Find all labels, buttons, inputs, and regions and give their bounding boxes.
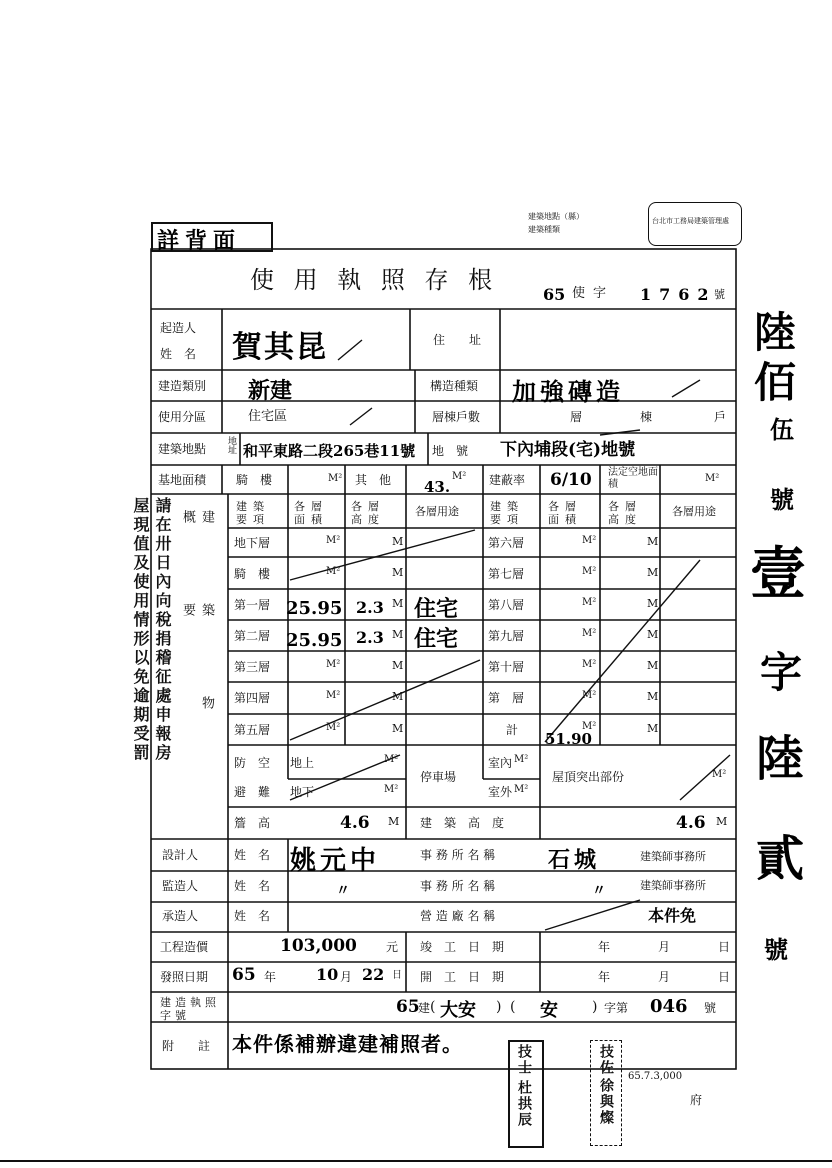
u-m-r5: M (647, 690, 659, 703)
row-left-6: 第五層 (234, 723, 271, 737)
year-char-s: 年 (598, 970, 611, 984)
license-number: 1762 (640, 285, 717, 304)
col-area-r: 各層面積 (548, 500, 582, 526)
label-arcade: 騎 樓 (236, 473, 273, 487)
label-builder: 起造人 (160, 321, 197, 335)
label-evacuation: 避 難 (234, 785, 271, 799)
row-right-1: 第七層 (488, 567, 525, 581)
cost: 103,000 (280, 936, 357, 956)
notes-text: 本件係補辦違建補照者。 (232, 1032, 463, 1056)
u-m2-below: M² (384, 784, 399, 795)
right-char-7: 貳 (756, 831, 805, 887)
paren-open-2: ( (510, 999, 516, 1015)
label-cost: 工程造價 (160, 940, 209, 954)
u-m2-outdoor: M² (514, 784, 529, 795)
u-m-l3: M (392, 628, 404, 641)
label-supervisor-name: 姓 名 (234, 879, 271, 893)
contractor-firm: 本件免 (648, 906, 697, 925)
bottom-stamp-date: 65.7.3,000 (628, 1071, 683, 1082)
row-right-4: 第十層 (488, 660, 525, 674)
u-m-l5: M (392, 690, 404, 703)
license-type: 使 (572, 286, 586, 301)
f2-height: 2.3 (356, 628, 384, 647)
label-contractor-name: 姓 名 (234, 909, 271, 923)
label-supervisor-office: 事 務 所 名 稱 (420, 879, 496, 893)
label-civil-defense: 防 空 (234, 756, 271, 770)
label-site-area: 基地面積 (158, 473, 207, 487)
label-zoning: 使用分區 (158, 410, 207, 424)
tech-label: 技士 (516, 1044, 532, 1076)
col-item-l: 建築要項 (236, 500, 270, 526)
label-coverage: 建蔽率 (489, 473, 526, 487)
stamp-left-line2: 建築種類 (528, 225, 560, 234)
site-m2-3: M² (705, 473, 720, 484)
permit-zi-di: 字第 (604, 1001, 629, 1015)
other-area: 43. (424, 478, 451, 496)
floor-unit-c: 戶 (714, 410, 727, 424)
side-note-col1: 請在卅日內向稅捐稽征處申報房 (153, 497, 172, 763)
label-building-height: 建 築 高 度 (420, 816, 505, 830)
f2-area: 25.95 (286, 630, 343, 651)
label-firm: 營 造 廠 名 稱 (420, 909, 496, 923)
u-m-eaves: M (388, 815, 400, 828)
label-supervisor: 監造人 (162, 879, 199, 893)
u-m-l4: M (392, 659, 404, 672)
u-m2-l4: M² (326, 659, 341, 670)
label-floors-units: 層棟戶數 (432, 410, 481, 424)
label-contractor: 承造人 (162, 909, 199, 923)
inspector-label: 技佐 (598, 1044, 614, 1076)
month-char-c: 月 (658, 940, 671, 954)
building-type: 新建 (248, 378, 293, 404)
u-m2-r4: M² (582, 659, 597, 670)
u-m-l1: M (392, 566, 404, 579)
f1-area: 25.95 (286, 598, 343, 619)
label-designer-name: 姓 名 (234, 848, 271, 862)
permit-number: 046 (650, 996, 688, 1017)
eaves-height: 4.6 (340, 813, 370, 833)
permit-char: 安 (540, 1000, 558, 1021)
day-char-s: 日 (718, 970, 731, 984)
permit-district: 大安 (440, 1000, 476, 1021)
label-issue: 發照日期 (160, 970, 209, 984)
zoning: 住宅區 (248, 409, 288, 424)
bottom-stamp-chars: 府 (690, 1093, 703, 1107)
u-m-r3: M (647, 628, 659, 641)
outline-vertical-label: 建 築 物 概 要 (180, 510, 214, 748)
label-roof-protrusion: 屋頂突出部份 (552, 770, 625, 784)
site-m2-1: M² (328, 473, 343, 484)
license-year: 65 (543, 285, 566, 304)
label-address: 住 址 (433, 333, 482, 347)
right-char-0: 陸 (754, 308, 797, 357)
u-m2-r0: M² (582, 535, 597, 546)
right-char-1: 佰 (754, 358, 797, 407)
floor-unit-b: 棟 (640, 410, 653, 424)
label-below: 地下 (290, 785, 315, 799)
label-architect-office-1: 建築師事務所 (640, 850, 706, 863)
permit-jian: 建 (418, 1001, 431, 1015)
designer-office: 石城 (548, 847, 601, 873)
row-left-1: 騎 樓 (234, 567, 271, 581)
col-height-r: 各層高度 (608, 500, 642, 526)
u-m-bh: M (716, 815, 728, 828)
label-legal-open: 法定空地面積 (608, 467, 658, 490)
u-m2-r6: M² (582, 721, 597, 732)
paren-close-2: ) (592, 999, 598, 1015)
lot-number: 下內埔段(宅)地號 (500, 440, 636, 460)
day-char-c: 日 (718, 940, 731, 954)
u-m-l2: M (392, 597, 404, 610)
u-m-l6: M (392, 722, 404, 735)
label-parking: 停車場 (420, 770, 457, 784)
builder-name: 賀其昆 (232, 330, 328, 365)
label-architect-office-2: 建築師事務所 (640, 879, 706, 892)
label-above: 地上 (290, 756, 315, 770)
side-note-col2: 屋現值及使用情形以免逾期受罰 (131, 497, 150, 763)
label-outdoor: 室外 (488, 785, 513, 799)
label-notes: 附 註 (162, 1039, 211, 1053)
label-designer: 設計人 (162, 848, 199, 862)
year-char-i: 年 (264, 970, 277, 984)
issue-day: 22 (362, 965, 385, 984)
stamp-right-text: 台北市工務局建築管理處 (652, 217, 729, 225)
row-right-6: 計 (506, 723, 519, 737)
u-m-r0: M (647, 535, 659, 548)
label-lot: 地 號 (432, 444, 469, 458)
row-right-5: 第 層 (488, 691, 525, 705)
f1-use: 住宅 (414, 596, 459, 622)
issue-year: 65 (232, 965, 256, 985)
right-char-8: 號 (764, 935, 788, 964)
u-m2-r5: M² (582, 690, 597, 701)
col-item-r: 建築要項 (490, 500, 524, 526)
col-area-l: 各層面積 (294, 500, 328, 526)
right-char-6: 陸 (756, 731, 805, 787)
u-m-r4: M (647, 659, 659, 672)
permit-year: 65 (396, 997, 420, 1017)
paren-open-1: ( (430, 999, 436, 1015)
u-m-r6: M (647, 722, 659, 735)
site-m2-2: M² (452, 471, 467, 482)
label-indoor: 室內 (488, 756, 513, 770)
col-use-l: 各層用途 (415, 505, 459, 518)
label-other: 其 他 (355, 473, 392, 487)
u-m2-l1: M² (326, 566, 341, 577)
u-m2-indoor: M² (514, 754, 529, 765)
col-use-r: 各層用途 (672, 505, 716, 518)
total-area: 51.90 (545, 730, 592, 748)
license-hao: 號 (714, 288, 725, 301)
u-m2-l0: M² (326, 535, 341, 546)
structure-type: 加強磚造 (512, 377, 624, 406)
permit-hao: 號 (704, 1001, 717, 1015)
paren-close-1: ) (496, 999, 502, 1015)
u-m2-roof: M² (712, 769, 727, 780)
label-structure-type: 構造種類 (430, 379, 479, 393)
right-char-5: 字 (760, 648, 803, 697)
row-right-0: 第六層 (488, 536, 525, 550)
row-left-4: 第三層 (234, 660, 271, 674)
label-designer-office: 事 務 所 名 稱 (420, 848, 496, 862)
label-building-type: 建造類別 (158, 379, 207, 393)
row-left-5: 第四層 (234, 691, 271, 705)
col-height-l: 各層高度 (351, 500, 385, 526)
floor-unit-a: 層 (570, 410, 583, 424)
designer-name: 姚元中 (290, 846, 381, 876)
right-char-3: 號 (770, 485, 794, 514)
u-m-l0: M (392, 535, 404, 548)
row-right-3: 第九層 (488, 629, 525, 643)
label-location: 建築地點 (158, 442, 207, 456)
issue-month: 10 (316, 965, 339, 984)
label-completion: 竣 工 日 期 (420, 940, 505, 954)
u-m2-r1: M² (582, 566, 597, 577)
month-char-i: 月 (340, 970, 353, 984)
right-char-4: 壹 (750, 541, 806, 607)
label-yuan: 元 (386, 940, 399, 954)
label-location-sub1: 地址 (226, 436, 236, 454)
supervisor-office: 〃 (592, 883, 606, 899)
label-start: 開 工 日 期 (420, 970, 505, 984)
page-title: 使 用 執 照 存 根 (250, 266, 499, 294)
year-char-c: 年 (598, 940, 611, 954)
u-m-r2: M (647, 597, 659, 610)
label-permit: 建造執照字號 (160, 996, 220, 1022)
label-builder-name: 姓 名 (160, 347, 197, 361)
u-m2-r2: M² (582, 597, 597, 608)
inspector-name: 徐與燦 (598, 1078, 614, 1126)
coverage: 6/10 (550, 470, 592, 490)
u-m2-above: M² (384, 754, 399, 765)
location-address: 和平東路二段265巷11號 (243, 442, 416, 460)
row-left-0: 地下層 (234, 536, 271, 550)
f2-use: 住宅 (414, 626, 459, 652)
tech-name: 杜拱辰 (516, 1080, 532, 1128)
month-char-s: 月 (658, 970, 671, 984)
u-m2-l5: M² (326, 690, 341, 701)
u-m2-r3: M² (582, 628, 597, 639)
row-right-2: 第八層 (488, 598, 525, 612)
bottom-rule (0, 1160, 832, 1162)
row-left-3: 第二層 (234, 629, 271, 643)
u-m-r1: M (647, 566, 659, 579)
day-char-i: 日 (392, 970, 402, 981)
stamp-left-line1: 建築地點（縣） (528, 212, 584, 221)
u-m2-l6: M² (326, 722, 341, 733)
row-left-2: 第一層 (234, 598, 271, 612)
label-eaves: 簷 高 (234, 816, 271, 830)
building-height: 4.6 (676, 813, 706, 833)
supervisor-name: 〃 (336, 883, 350, 899)
tab-label: 詳背面 (157, 228, 242, 254)
license-zi: 字 (593, 286, 607, 301)
f1-height: 2.3 (356, 598, 384, 617)
right-char-2: 伍 (770, 415, 794, 444)
